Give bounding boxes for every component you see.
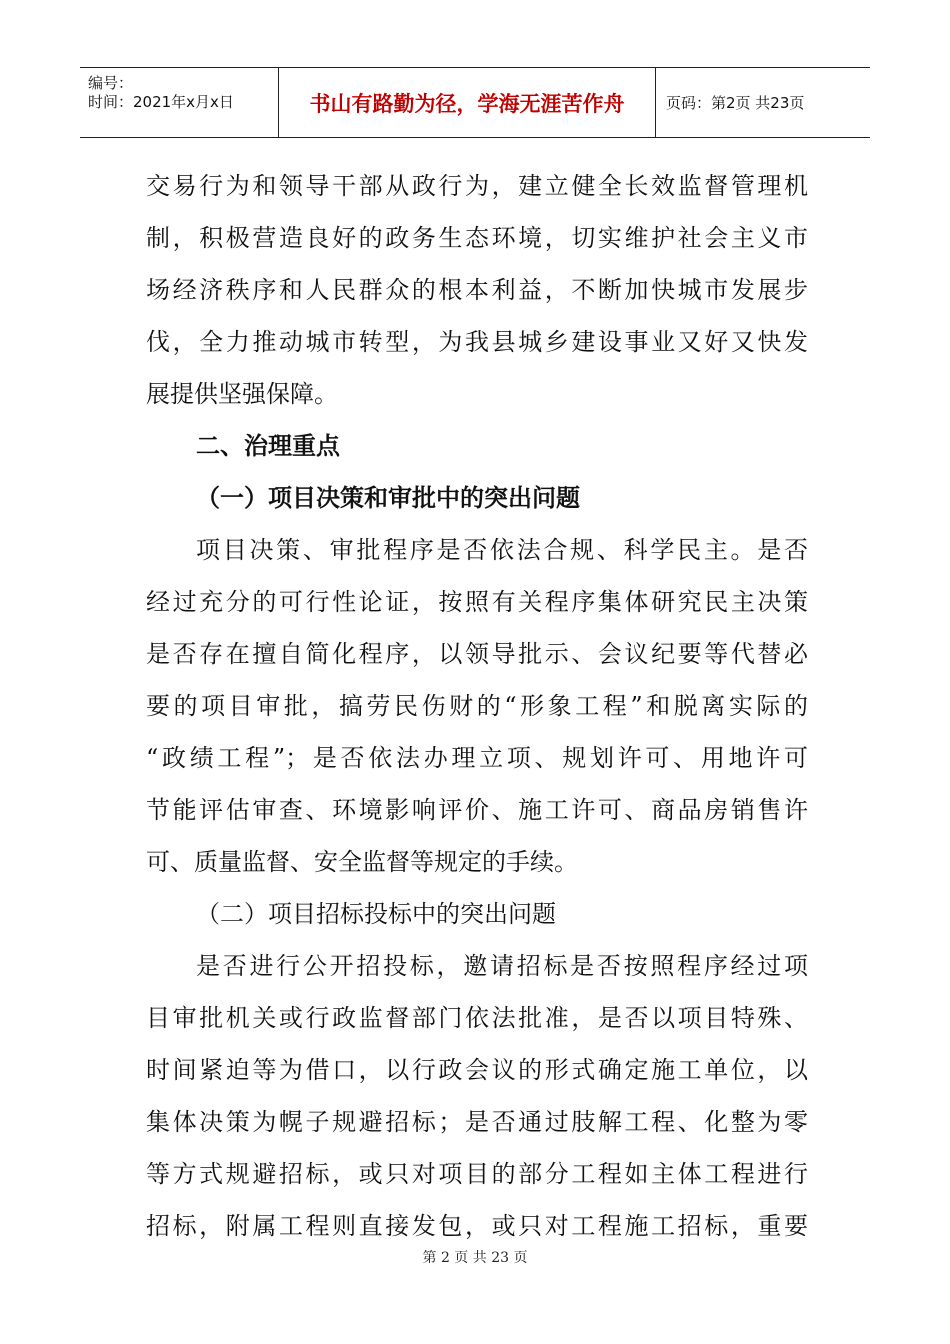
paragraph-line: 是否存在擅自简化程序，以领导批示、会议纪要等代替必 bbox=[146, 640, 808, 668]
paragraph-line: 场经济秩序和人民群众的根本利益，不断加快城市发展步 bbox=[146, 276, 808, 304]
subsection-heading: （一）项目决策和审批中的突出问题 bbox=[196, 484, 580, 512]
paragraph-line: 时间紧迫等为借口，以行政会议的形式确定施工单位，以 bbox=[146, 1056, 808, 1084]
paragraph-line: 要的项目审批，搞劳民伤财的“形象工程”和脱离实际的 bbox=[146, 692, 808, 720]
paragraph-line: 展提供坚强保障。 bbox=[146, 380, 338, 408]
section-heading: 二、治理重点 bbox=[196, 432, 340, 460]
paragraph-line: 经过充分的可行性论证，按照有关程序集体研究民主决策 bbox=[146, 588, 808, 616]
paragraph-line: 交易行为和领导干部从政行为，建立健全长效监督管理机 bbox=[146, 172, 808, 200]
paragraph-line: 可、质量监督、安全监督等规定的手续。 bbox=[146, 848, 578, 876]
paragraph-line: 集体决策为幌子规避招标；是否通过肢解工程、化整为零 bbox=[146, 1108, 808, 1136]
paragraph-line: 节能评估审查、环境影响评价、施工许可、商品房销售许 bbox=[146, 796, 808, 824]
paragraph-line: 目审批机关或行政监督部门依法批准，是否以项目特殊、 bbox=[146, 1004, 808, 1032]
paragraph-line: 制，积极营造良好的政务生态环境，切实维护社会主义市 bbox=[146, 224, 808, 252]
paragraph-line: “政绩工程”；是否依法办理立项、规划许可、用地许可 bbox=[146, 744, 808, 772]
header-motto-cell bbox=[279, 68, 656, 137]
document-body bbox=[146, 160, 808, 1252]
document-time-label: 时间：2021年x月x日 bbox=[88, 93, 234, 111]
paragraph-line: 伐，全力推动城市转型，为我县城乡建设事业又好又快发 bbox=[146, 328, 808, 356]
header-meta-cell bbox=[80, 68, 279, 137]
document-number-label: 编号： bbox=[88, 74, 134, 92]
subsection-heading: （二）项目招标投标中的突出问题 bbox=[196, 900, 556, 928]
paragraph-line: 招标，附属工程则直接发包，或只对工程施工招标，重要 bbox=[146, 1212, 808, 1240]
header-motto: 书山有路勤为径，学海无涯苦作舟 bbox=[309, 91, 625, 116]
page-header bbox=[80, 67, 870, 138]
paragraph-line: 等方式规避招标，或只对项目的部分工程如主体工程进行 bbox=[146, 1160, 808, 1188]
page-footer: 第 2 页 共 23 页 bbox=[422, 1250, 528, 1266]
header-page-info: 页码：第2页 共23页 bbox=[666, 94, 805, 112]
paragraph-line: 是否进行公开招投标，邀请招标是否按照程序经过项 bbox=[196, 952, 808, 980]
paragraph-line: 项目决策、审批程序是否依法合规、科学民主。是否 bbox=[196, 536, 808, 564]
header-page-cell bbox=[656, 68, 870, 137]
